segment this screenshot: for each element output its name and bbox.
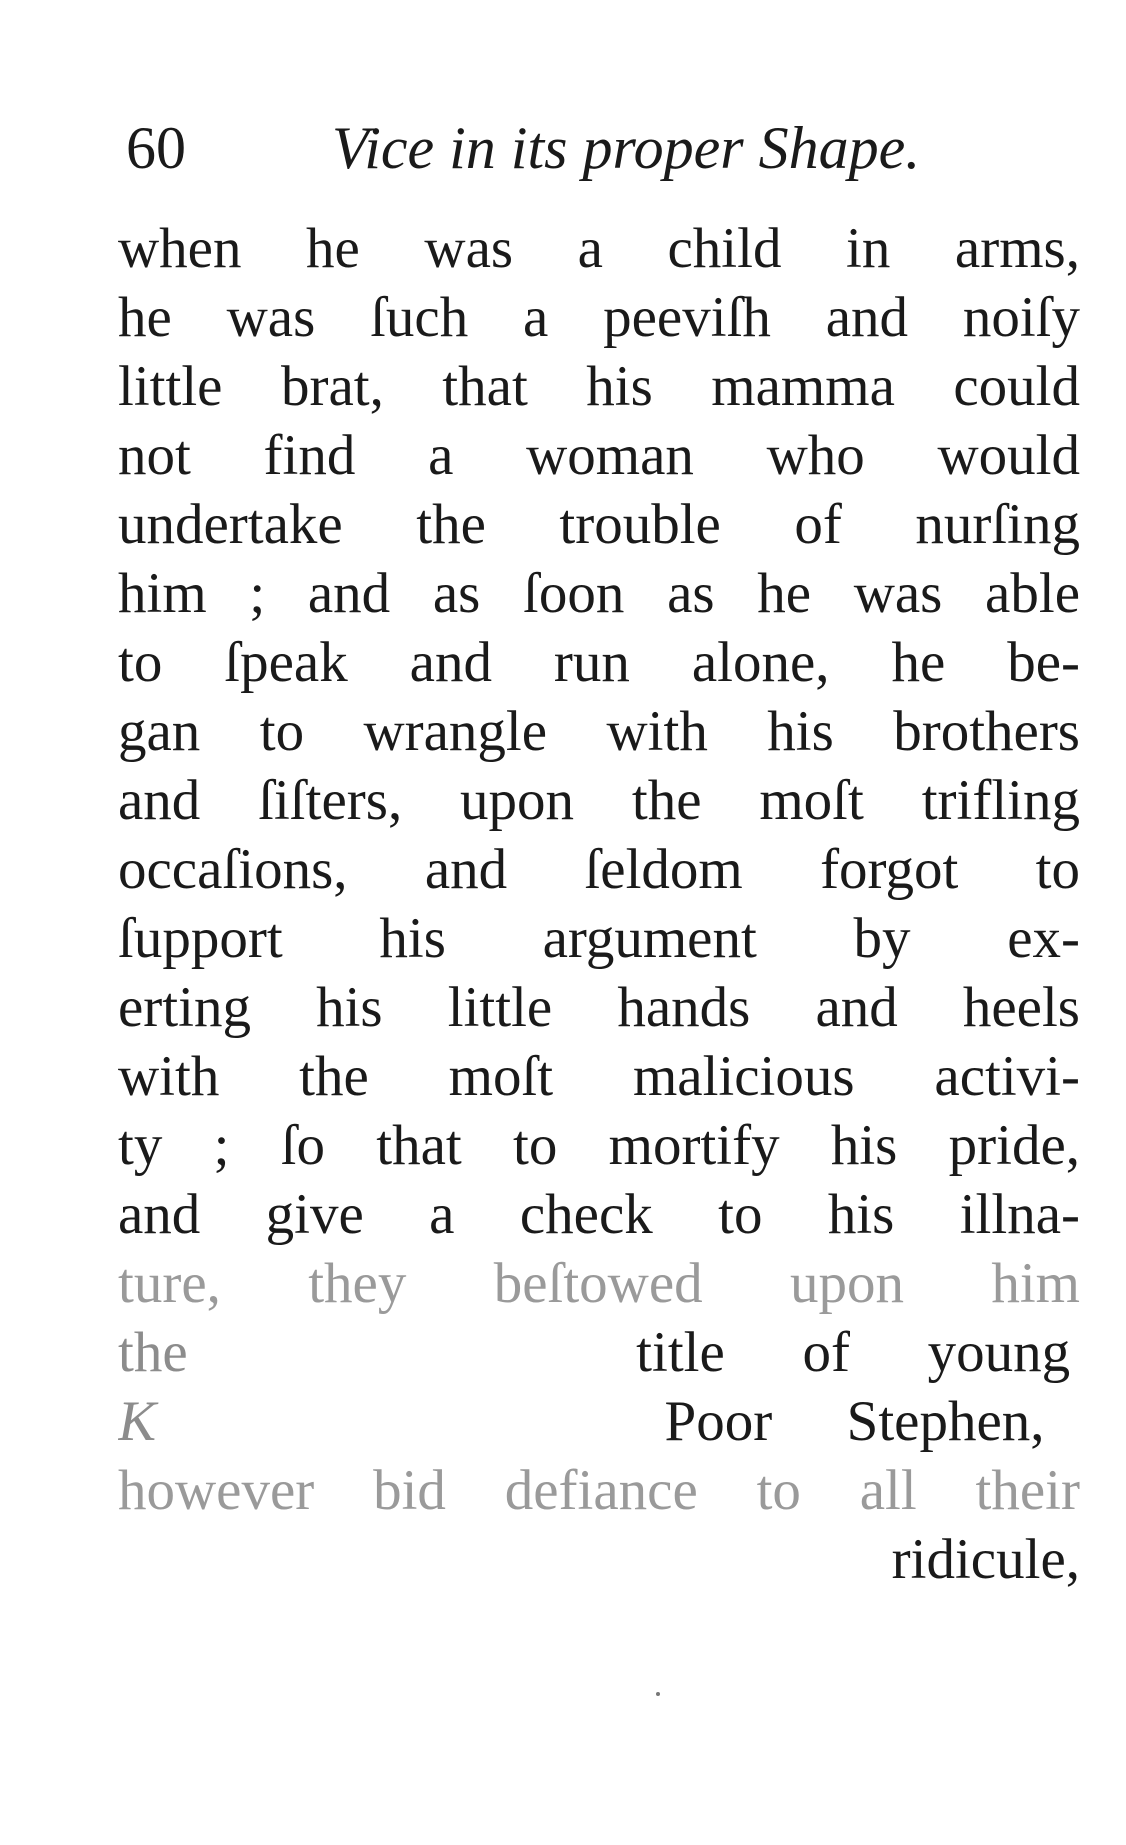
text-line: him ; and as ſoon as he was able: [118, 562, 1080, 625]
line-remainder: title of young: [636, 1321, 1071, 1384]
ink-speck: [656, 1692, 660, 1696]
text-line: occaſions, and ſeldom forgot to: [118, 838, 1080, 901]
text-line: when he was a child in arms,: [118, 217, 1080, 280]
text-line: undertake the trouble of nurſing: [118, 493, 1080, 556]
text-line: ſupport his argument by ex-: [118, 907, 1080, 970]
text-line-partial: [118, 1318, 1080, 1387]
text-line-faded: however bid defiance to all their: [118, 1459, 1080, 1522]
text-line: he was ſuch a peeviſh and noiſy: [118, 286, 1080, 349]
running-title: Vice in its proper Shape.: [332, 115, 921, 181]
text-line: and give a check to his illna-: [118, 1183, 1080, 1246]
body-text: [118, 214, 1080, 1594]
text-line: with the moſt malicious activi-: [118, 1045, 1080, 1108]
text-line: gan to wrangle with his brothers: [118, 700, 1080, 763]
text-line: ty ; ſo that to mortify his pride,: [118, 1114, 1080, 1177]
text-line: to ſpeak and run alone, he be-: [118, 631, 1080, 694]
page-number: 60: [126, 115, 186, 181]
catchword: ridicule,: [891, 1528, 1080, 1591]
text-line: little brat, that his mamma could: [118, 355, 1080, 418]
text-line: and ſiſters, upon the moſt trifling: [118, 769, 1080, 832]
text-line: erting his little hands and heels: [118, 976, 1080, 1039]
text-line: not find a woman who would: [118, 424, 1080, 487]
text-line-partial: [118, 1387, 1080, 1456]
faded-fragment: the: [118, 1321, 188, 1384]
line-remainder: Poor Stephen,: [664, 1390, 1045, 1453]
faded-fragment: K: [118, 1390, 157, 1453]
running-head: [120, 108, 970, 188]
text-line-faded: ture, they beſtowed upon him: [118, 1252, 1080, 1315]
